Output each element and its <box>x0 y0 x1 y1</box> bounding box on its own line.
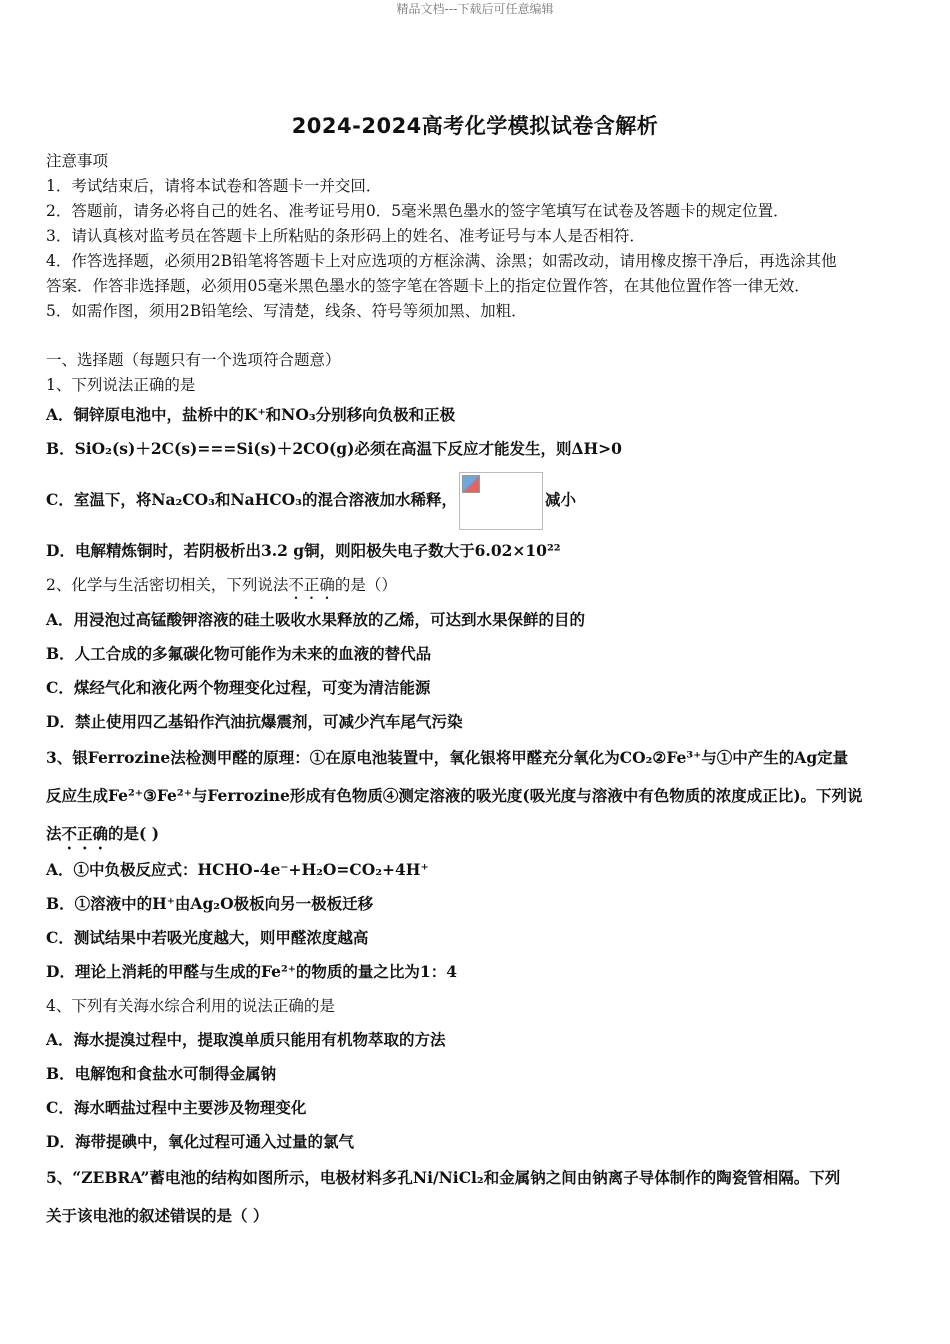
question-stem-line: 3、银Ferrozine法检测甲醛的原理：①在原电池装置中，氧化银将甲醛充分氧化为CO₂②Fe³⁺与①中产生的Ag定量 <box>46 748 849 767</box>
option-a: A．用浸泡过高锰酸钾溶液的硅土吸收水果释放的乙烯，可达到水果保鲜的目的 <box>46 610 586 629</box>
stem-text-end: 的是( ) <box>108 824 160 843</box>
question-stem: 1、下列说法正确的是 <box>46 376 196 394</box>
option-a: A．海水提溴过程中，提取溴单质只能用有机物萃取的方法 <box>46 1030 446 1049</box>
stem-emphasis: 不正确 <box>61 824 109 843</box>
question-3 <box>46 739 908 989</box>
question-1 <box>46 373 908 568</box>
question-stem-line: 5、“ZEBRA”蓄电池的结构如图所示，电极材料多孔Ni/NiCl₂和金属钠之间由钠离子导体制作的陶瓷管相隔。下列 <box>46 1168 841 1187</box>
option-d: D．电解精炼铜时，若阴极析出3.2 g铜，则阳极失电子数大于6.02×10²² <box>46 541 561 560</box>
option-b: B．人工合成的多氟碳化物可能作为未来的血液的替代品 <box>46 644 432 663</box>
question-stem-line <box>46 815 908 853</box>
stem-text: 2、化学与生活密切相关，下列说法 <box>46 576 289 594</box>
option-d: D．理论上消耗的甲醛与生成的Fe²⁺的物质的量之比为1：4 <box>46 962 458 981</box>
stem-text-end: 的是（） <box>334 576 397 594</box>
stem-text: 法 <box>46 824 62 843</box>
option-c: C．煤经气化和液化两个物理变化过程，可变为清洁能源 <box>46 678 431 697</box>
section-heading: 一、选择题（每题只有一个选项符合题意） <box>46 351 341 369</box>
document-body <box>46 149 908 1235</box>
notice-item: 2．答题前，请务必将自己的姓名、准考证号用0．5毫米黑色墨水的签字笔填写在试卷及答题卡的规定位置． <box>46 202 789 220</box>
notice-item: 5．如需作图，须用2B铅笔绘、写清楚，线条、符号等须加黑、加粗． <box>46 302 527 320</box>
question-2 <box>46 568 908 739</box>
option-d: D．禁止使用四乙基铅作汽油抗爆震剂，可减少汽车尾气污染 <box>46 712 463 731</box>
option-a: A．铜锌原电池中，盐桥中的K⁺和NO₃分别移向负极和正极 <box>46 405 456 424</box>
option-c-suffix: 减小 <box>544 490 576 509</box>
option-c: C．测试结果中若吸光度越大，则甲醛浓度越高 <box>46 928 369 947</box>
option-c: C．海水晒盐过程中主要涉及物理变化 <box>46 1098 307 1117</box>
notice-block <box>46 149 908 324</box>
question-5 <box>46 1159 908 1235</box>
option-d: D．海带提碘中，氧化过程可通入过量的氯气 <box>46 1132 354 1151</box>
option-b: B．SiO₂(s)＋2C(s)===Si(s)＋2CO(g)必须在高温下反应才能发生，则ΔH>0 <box>46 439 622 458</box>
option-c-text: C．室温下，将Na₂CO₃和NaHCO₃的混合溶液加水稀释， <box>46 490 457 509</box>
notice-item: 1．考试结束后，请将本试卷和答题卡一并交回． <box>46 177 382 195</box>
question-stem-line: 关于该电池的叙述错误的是（ ） <box>46 1206 269 1225</box>
question-stem <box>46 568 908 603</box>
stem-emphasis: 不正确 <box>288 576 335 594</box>
option-b: B．电解饱和食盐水可制得金属钠 <box>46 1064 277 1083</box>
notice-item: 4．作答选择题，必须用2B铅笔将答题卡上对应选项的方框涂满、涂黑；如需改动，请用橡皮擦干净后，再选涂其他 <box>46 252 837 270</box>
broken-image-icon <box>462 475 480 493</box>
notice-item: 答案．作答非选择题，必须用05毫米黑色墨水的签字笔在答题卡上的指定位置作答，在其他位置作答一律无效． <box>46 277 810 295</box>
notice-item: 3．请认真核对监考员在答题卡上所粘贴的条形码上的姓名、准考证号与本人是否相符． <box>46 227 645 245</box>
option-c <box>46 466 908 534</box>
formula-image-placeholder <box>459 472 543 530</box>
option-b: B．①溶液中的H⁺由Ag₂O极板向另一极板迁移 <box>46 894 374 913</box>
notice-heading: 注意事项 <box>46 152 109 170</box>
option-a: A．①中负极反应式：HCHO-4e⁻+H₂O=CO₂+4H⁺ <box>46 860 429 879</box>
header-watermark: 精品文档---下载后可任意编辑 <box>396 2 554 16</box>
document-title: 2024-2024高考化学模拟试卷含解析 <box>291 114 659 138</box>
question-stem: 4、下列有关海水综合利用的说法正确的是 <box>46 997 335 1015</box>
question-stem-line: 反应生成Fe²⁺③Fe²⁺与Ferrozine形成有色物质④测定溶液的吸光度(吸光度与溶液中有色物质的浓度成正比)。下列说 <box>46 786 863 805</box>
question-4 <box>46 989 908 1159</box>
